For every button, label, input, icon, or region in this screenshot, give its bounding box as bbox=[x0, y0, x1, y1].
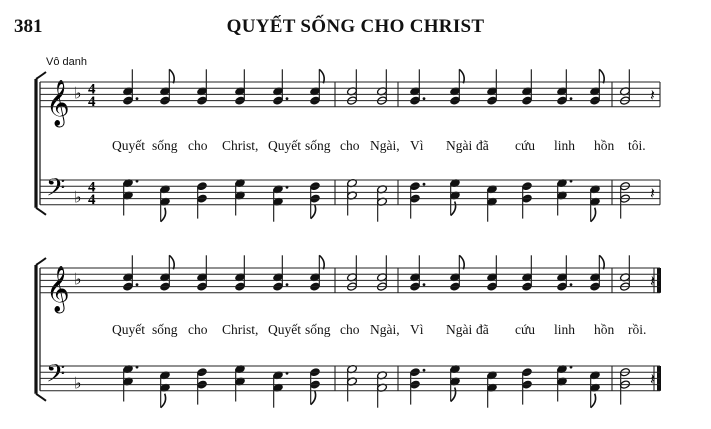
lyric-word: Quyết bbox=[112, 322, 145, 337]
bracket-hook bbox=[36, 208, 46, 215]
flat-sign: ♭ bbox=[74, 187, 82, 207]
dot bbox=[423, 369, 426, 372]
lyric-word: linh bbox=[554, 138, 576, 153]
time-signature-bottom: 4 bbox=[88, 191, 96, 208]
lyric-word: Quyết bbox=[268, 138, 301, 153]
time-signature-top: 4 bbox=[88, 179, 96, 196]
eighth-flag bbox=[459, 69, 464, 83]
quarter-rest-icon: 𝄽 bbox=[650, 183, 655, 203]
eighth-flag bbox=[599, 255, 604, 269]
quarter-rest-icon: 𝄽 bbox=[650, 369, 655, 389]
bracket-hook bbox=[36, 394, 46, 401]
dot bbox=[286, 97, 289, 100]
dot bbox=[136, 283, 139, 286]
treble-clef-icon: 𝄞 bbox=[46, 265, 70, 312]
dot bbox=[423, 183, 426, 186]
lyric-word: Vì bbox=[410, 138, 424, 153]
lyric-word: sống bbox=[305, 138, 331, 153]
lyric-word: Christ, bbox=[222, 138, 259, 153]
lyric-word: cho bbox=[340, 138, 360, 153]
bracket-hook bbox=[36, 258, 46, 265]
lyric-word: đã bbox=[476, 138, 489, 153]
eighth-flag bbox=[311, 205, 316, 219]
dot bbox=[423, 97, 426, 100]
eighth-flag bbox=[319, 69, 324, 83]
lyric-word: sống bbox=[152, 138, 178, 153]
treble-clef-icon: 𝄞 bbox=[46, 79, 70, 126]
eighth-flag bbox=[161, 394, 166, 408]
eighth-flag bbox=[451, 202, 456, 216]
quarter-rest-icon: 𝄽 bbox=[650, 85, 655, 105]
time-signature-bottom: 4 bbox=[88, 93, 96, 110]
lyric-word: Ngài bbox=[446, 138, 473, 153]
eighth-flag bbox=[591, 208, 596, 222]
lyric-word: sống bbox=[152, 322, 178, 337]
lyric-word: tôi. bbox=[628, 138, 646, 153]
eighth-flag bbox=[169, 255, 174, 269]
dot bbox=[423, 283, 426, 286]
eighth-flag bbox=[451, 388, 456, 402]
lyric-word: cho bbox=[340, 322, 360, 337]
lyric-word: đã bbox=[476, 322, 489, 337]
lyric-word: cứu bbox=[515, 322, 536, 337]
lyric-word: Quyết bbox=[112, 138, 145, 153]
lyric-word: hồn bbox=[594, 322, 615, 337]
time-signature-top: 4 bbox=[88, 81, 96, 98]
lyric-word: rồi. bbox=[628, 322, 647, 337]
lyric-word: Christ, bbox=[222, 322, 259, 337]
eighth-flag bbox=[169, 69, 174, 83]
eighth-flag bbox=[319, 255, 324, 269]
hymn-number: 381 bbox=[14, 16, 43, 37]
lyric-word: Vì bbox=[410, 322, 424, 337]
flat-sign: ♭ bbox=[74, 373, 82, 393]
lyric-word: cho bbox=[188, 138, 208, 153]
eighth-flag bbox=[459, 255, 464, 269]
lyric-word: cho bbox=[188, 322, 208, 337]
quarter-rest-icon: 𝄽 bbox=[650, 271, 655, 291]
flat-sign: ♭ bbox=[74, 83, 82, 103]
lyric-word: Ngài, bbox=[370, 138, 400, 153]
eighth-flag bbox=[161, 208, 166, 222]
dot bbox=[136, 97, 139, 100]
bass-clef-icon: 𝄢 bbox=[46, 173, 66, 209]
eighth-flag bbox=[311, 391, 316, 405]
lyric-word: Ngài, bbox=[370, 322, 400, 337]
lyric-word: hồn bbox=[594, 138, 615, 153]
hymn-title: QUYẾT SỐNG CHO CHRIST bbox=[226, 16, 485, 37]
flat-sign: ♭ bbox=[74, 269, 82, 289]
lyric-word: Quyết bbox=[268, 322, 301, 337]
eighth-flag bbox=[599, 69, 604, 83]
dot bbox=[286, 283, 289, 286]
dot bbox=[570, 97, 573, 100]
lyric-word: cứu bbox=[515, 138, 536, 153]
lyric-word: linh bbox=[554, 322, 576, 337]
bass-clef-icon: 𝄢 bbox=[46, 359, 66, 395]
lyric-word: sống bbox=[305, 322, 331, 337]
composer-credit: Vô danh bbox=[46, 56, 87, 68]
dot bbox=[570, 283, 573, 286]
eighth-flag bbox=[591, 394, 596, 408]
lyric-word: Ngài bbox=[446, 322, 473, 337]
bracket-hook bbox=[36, 72, 46, 79]
